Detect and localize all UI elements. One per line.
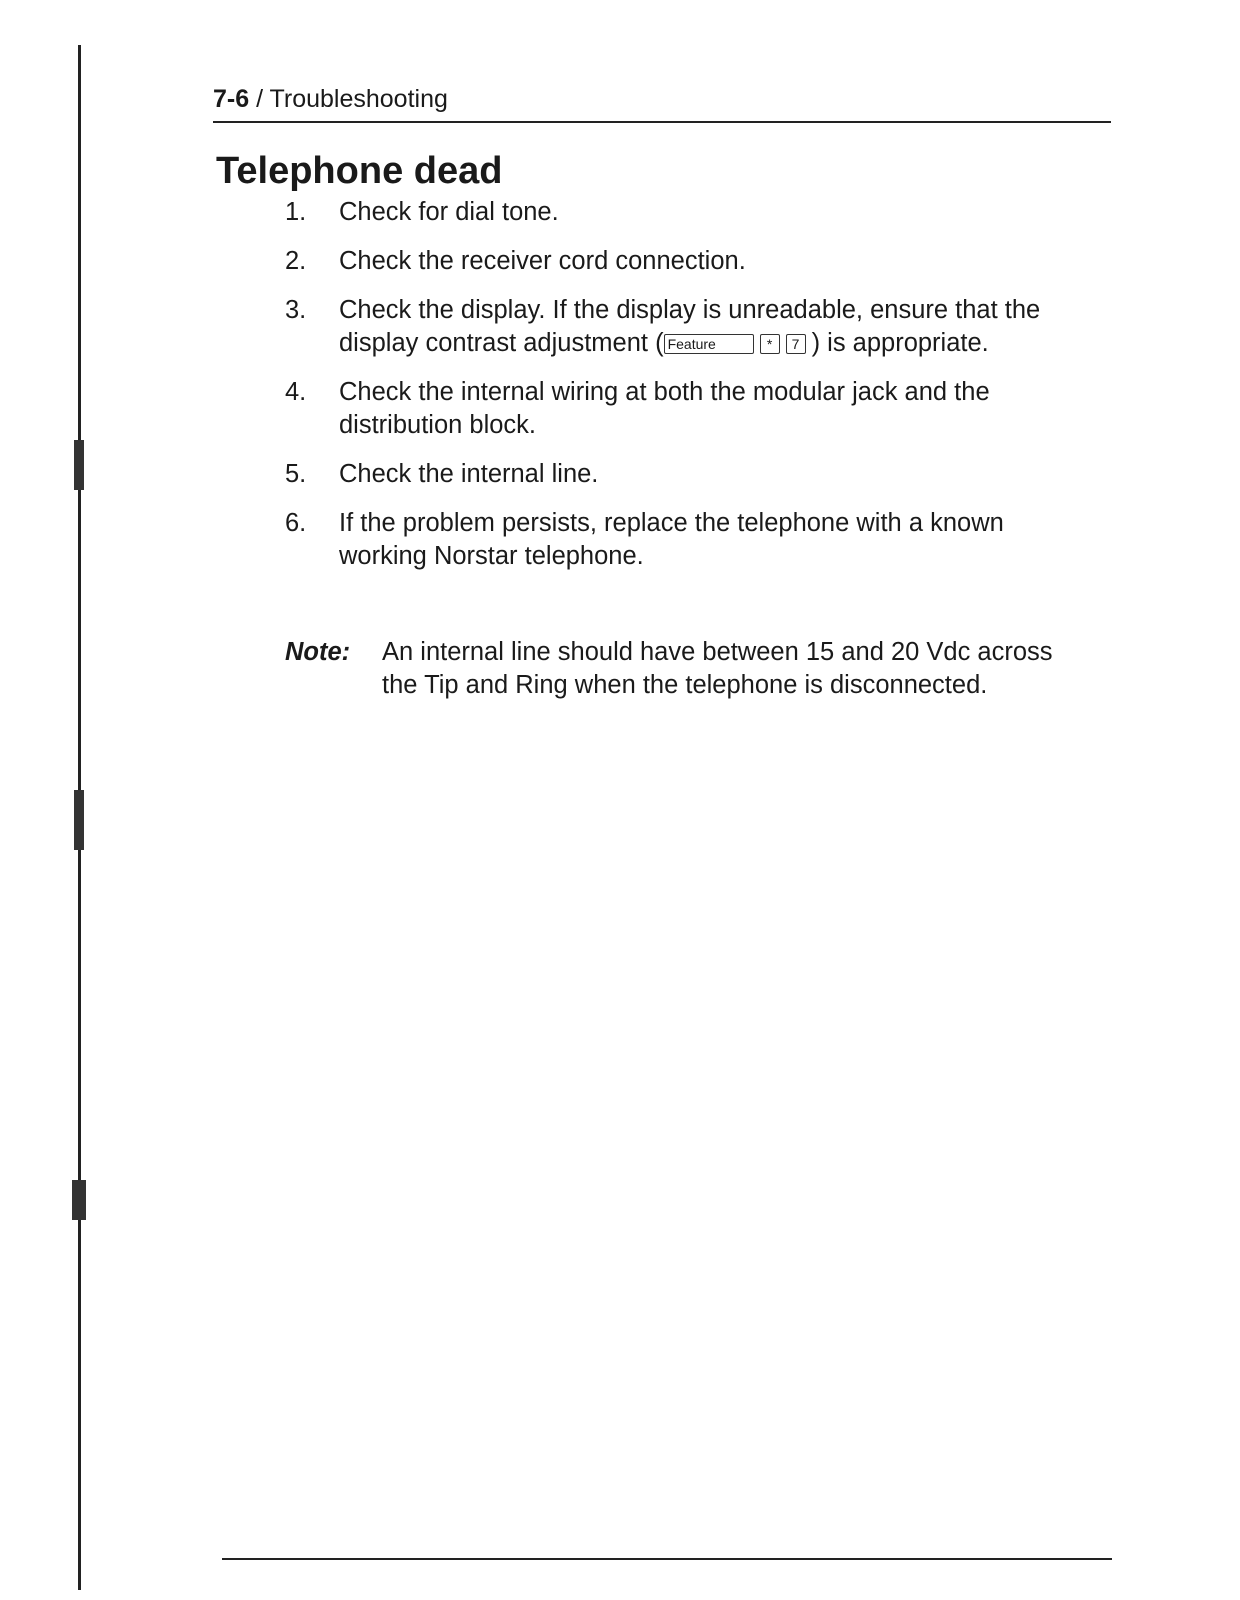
note-block — [285, 636, 1095, 702]
running-header — [213, 83, 1113, 115]
step-text: Check the internal line. — [339, 460, 599, 488]
step-text: Check the receiver cord connection. — [339, 247, 746, 275]
list-item — [285, 376, 1095, 442]
step-text: Check the internal wiring at both the modular jack and the distribution block. — [339, 378, 990, 439]
list-item — [285, 294, 1095, 360]
step-text-before: Check the display. If the display is unreadable, ensure that the display contrast adjustment ( — [339, 296, 1041, 357]
seven-key: 7 — [786, 334, 806, 354]
step-number: 5. — [285, 460, 307, 488]
step-text: If the problem persists, replace the telephone with a known working Norstar telephone. — [339, 509, 1004, 570]
scan-artifact — [74, 790, 84, 850]
step-number: 6. — [285, 509, 307, 537]
steps-list — [285, 196, 1095, 589]
list-item — [285, 458, 1095, 491]
star-key: * — [760, 334, 780, 354]
section-name: / Troubleshooting — [249, 85, 448, 113]
list-item — [285, 196, 1095, 229]
step-number: 4. — [285, 378, 307, 406]
list-item — [285, 507, 1095, 573]
feature-key: Feature — [664, 334, 754, 354]
note-label: Note: — [285, 638, 351, 666]
footer-rule — [222, 1558, 1112, 1560]
header-rule — [213, 121, 1111, 123]
note-text: An internal line should have between 15 and 20 Vdc across the Tip and Ring when the telephone is disconnected. — [382, 638, 1053, 699]
step-number: 1. — [285, 198, 307, 226]
scan-artifact — [74, 440, 84, 490]
step-number: 3. — [285, 296, 307, 324]
step-number: 2. — [285, 247, 307, 275]
page-title: Telephone dead — [216, 150, 503, 192]
page-number: 7-6 — [213, 85, 250, 113]
step-text-after: ) is appropriate. — [811, 329, 989, 357]
scan-artifact — [72, 1180, 86, 1220]
step-text: Check for dial tone. — [339, 198, 559, 226]
list-item — [285, 245, 1095, 278]
